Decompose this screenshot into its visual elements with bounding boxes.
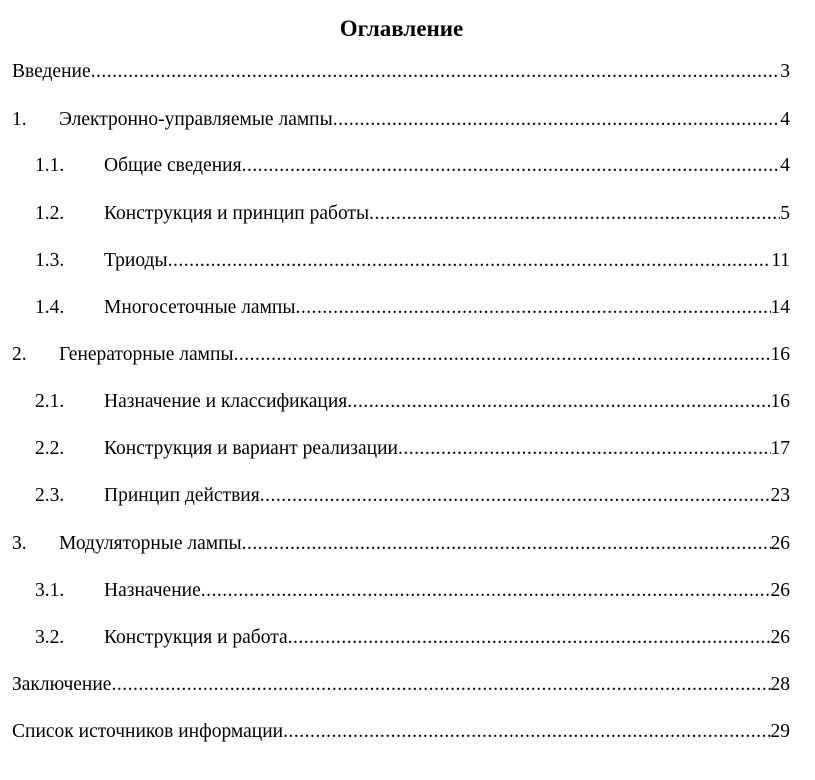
toc-entry-number: 2. [12,344,27,365]
toc-entry-label: Электронно-управляемые лампы [59,109,333,130]
toc-entry-conclusion[interactable] [12,672,790,698]
toc-entry-page: 17 [770,438,790,459]
toc-entry-label: Введение [12,61,91,82]
toc-entry-section-3-1[interactable] [35,578,790,604]
toc-entry-label: Конструкция и принцип работы [104,203,370,224]
toc-entry-number: 1.3. [35,250,65,271]
toc-entry-page: 3 [780,61,790,82]
dot-leader [242,153,781,179]
toc-entry-page: 4 [780,155,790,176]
toc-entry-label: Конструкция и работа [104,627,288,648]
toc-entry-number: 3.1. [35,580,65,601]
toc-entry-label: Принцип действия [104,485,260,506]
toc-entry-section-1-1[interactable] [35,153,790,179]
toc-entry-number: 1.2. [35,203,65,224]
toc-entry-section-3[interactable] [12,531,790,557]
toc-entry-section-1-2[interactable] [35,201,790,227]
toc-entry-number: 1.4. [35,297,65,318]
toc-entry-number: 3. [12,533,27,554]
dot-leader [347,389,770,415]
toc-entry-page: 5 [780,203,790,224]
dot-leader [333,107,781,133]
toc-entry-page: 26 [770,627,790,648]
toc-entry-page: 29 [770,721,790,742]
toc-entry-page: 11 [771,250,790,271]
toc-entry-label: Общие сведения [104,155,242,176]
dot-leader [168,248,772,274]
dot-leader [295,295,770,321]
toc-entry-section-1-3[interactable] [35,248,790,274]
toc-entry-label: Назначение и классификация [104,391,348,412]
toc-entry-section-1-4[interactable] [35,295,790,321]
dot-leader [398,436,771,462]
toc-entry-label: Заключение [12,674,112,695]
toc-entry-page: 16 [770,391,790,412]
toc-entry-section-2-1[interactable] [35,389,790,415]
toc-entry-page: 26 [770,580,790,601]
dot-leader [288,625,771,651]
toc-entry-section-2[interactable] [12,342,790,368]
toc-entry-number: 2.2. [35,438,65,459]
dot-leader [91,59,781,85]
toc-entry-page: 16 [770,344,790,365]
toc-entry-number: 1.1. [35,155,65,176]
dot-leader [234,342,771,368]
toc-entry-label: Многосеточные лампы [104,297,296,318]
toc-entry-intro[interactable] [12,59,790,85]
toc-entry-section-2-2[interactable] [35,436,790,462]
toc-entry-page: 4 [780,109,790,130]
toc-entry-section-1[interactable] [12,107,790,133]
toc-entry-page: 28 [770,674,790,695]
toc-entry-label: Список источников информации [12,721,284,742]
toc-entry-number: 2.3. [35,485,65,506]
toc-entry-label: Модуляторные лампы [59,533,242,554]
toc-title: Оглавление [339,16,464,41]
dot-leader [201,578,771,604]
toc-entry-page: 26 [770,533,790,554]
toc-entry-page: 23 [770,485,790,506]
toc-entry-number: 3.2. [35,627,65,648]
toc-entry-section-2-3[interactable] [35,483,790,509]
toc-entry-label: Конструкция и вариант реализации [104,438,398,459]
dot-leader [242,531,771,557]
dot-leader [111,672,770,698]
toc-entry-number: 1. [12,109,27,130]
toc-entry-label: Назначение [104,580,201,601]
dot-leader [283,719,770,745]
toc-entry-label: Триоды [104,250,168,271]
dot-leader [369,201,780,227]
toc-entry-number: 2.1. [35,391,65,412]
toc-entry-page: 14 [770,297,790,318]
toc-entry-references[interactable] [12,719,790,745]
dot-leader [260,483,771,509]
toc-entry-section-3-2[interactable] [35,625,790,651]
toc-entry-label: Генераторные лампы [59,344,234,365]
